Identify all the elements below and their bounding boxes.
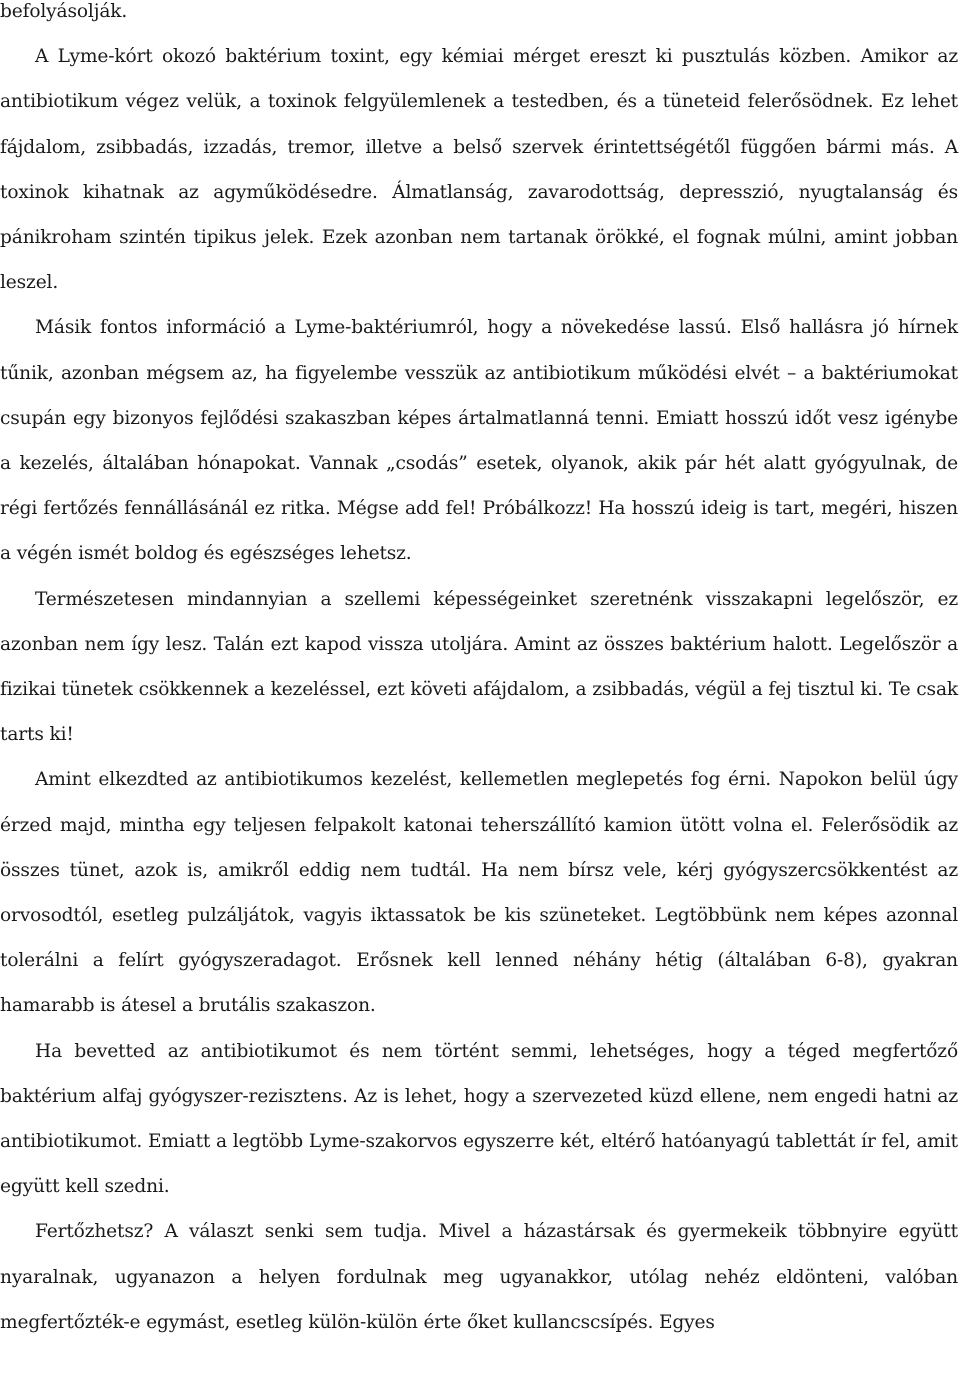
paragraph-slow-growth: Másik fontos információ a Lyme-baktériumról, hogy a növekedése lassú. Első hallásra jó hírnek tűnik, azonban mégsem az, ha figyelembe vesszük az antibiotikum működési elvét – a baktériumokat csupán egy bizonyos fejlődési szakaszban képes ártalmatlanná tenni. Emiatt hosszú időt vesz igénybe a kezelés, általában hónapokat. Vannak „csodás” esetek, olyanok, akik pár hét alatt gyógyulnak, de régi fertőzés fennállásánál ez ritka. Mégse add fel! Próbálkozz! Ha hosszú ideig is tart, megéri, hiszen a végén ismét boldog és egészséges lehetsz. — [0, 317, 958, 565]
paragraph-treatment-start: Amint elkezdted az antibiotikumos kezelést, kellemetlen meglepetés fog érni. Napokon belül úgy érzed majd, mintha egy teljesen felpakolt katonai teherszállító kamion ütött volna el. Felerősödik az összes tünet, azok is, amikről eddig nem tudtál. Ha nem bírsz vele, kérj gyógyszercsökkentést az orvosodtól, esetleg pulzáljátok, vagyis iktassatok be kis szüneteket. Legtöbbünk nem képes azonnal tolerálni a felírt gyógyszeradagot. Erősnek kell lenned néhány hétig (általában 6-8), gyakran hamarabb is átesel a brutális szakaszon. — [0, 769, 958, 1017]
paragraph-toxins: A Lyme-kórt okozó baktérium toxint, egy kémiai mérget ereszt ki pusztulás közben. Amikor az antibiotikum végez velük, a toxinok felgyülemlenek a testedben, és a tüneteid felerősödnek. Ez lehet fájdalom, zsibbadás, izzadás, tremor, illetve a belső szervek érintettségétől függően bármi más. A toxinok kihatnak az agyműködésedre. Álmatlanság, zavarodottság, depresszió, nyugtalanság és pánikroham szintén tipikus jelek. Ezek azonban nem tartanak örökké, el fognak múlni, amint jobban leszel. — [0, 46, 958, 294]
paragraph-resistance: Ha bevetted az antibiotikumot és nem történt semmi, lehetséges, hogy a téged megfertőző baktérium alfaj gyógyszer-rezisztens. Az is lehet, hogy a szervezeted küzd ellene, nem engedi hatni az antibiotikumot. Emiatt a legtöbb Lyme-szakorvos egyszerre két, eltérő hatóanyagú tablettát ír fel, amit együtt kell szedni. — [0, 1040, 958, 1198]
paragraph-mental-abilities: Természetesen mindannyian a szellemi képességeinket szeretnénk visszakapni legelőször, ez azonban nem így lesz. Talán ezt kapod vissza utoljára. Amint az összes baktérium halott. Legelőször a fizikai tünetek csökkennek a kezeléssel, ezt követi afájdalom, a zsibbadás, végül a fej tisztul ki. Te csak tarts ki! — [0, 588, 958, 746]
paragraph-contagion: Fertőzhetsz? A választ senki sem tudja. Mivel a házastársak és gyermekeik többnyire együtt nyaralnak, ugyanazon a helyen fordulnak meg ugyanakkor, utólag nehéz eldönteni, valóban megfertőzték-e egymást, esetleg külön-külön érte őket kullancscsípés. Egyes — [0, 1221, 958, 1333]
paragraph-continuation: befolyásolják. — [0, 1, 128, 22]
